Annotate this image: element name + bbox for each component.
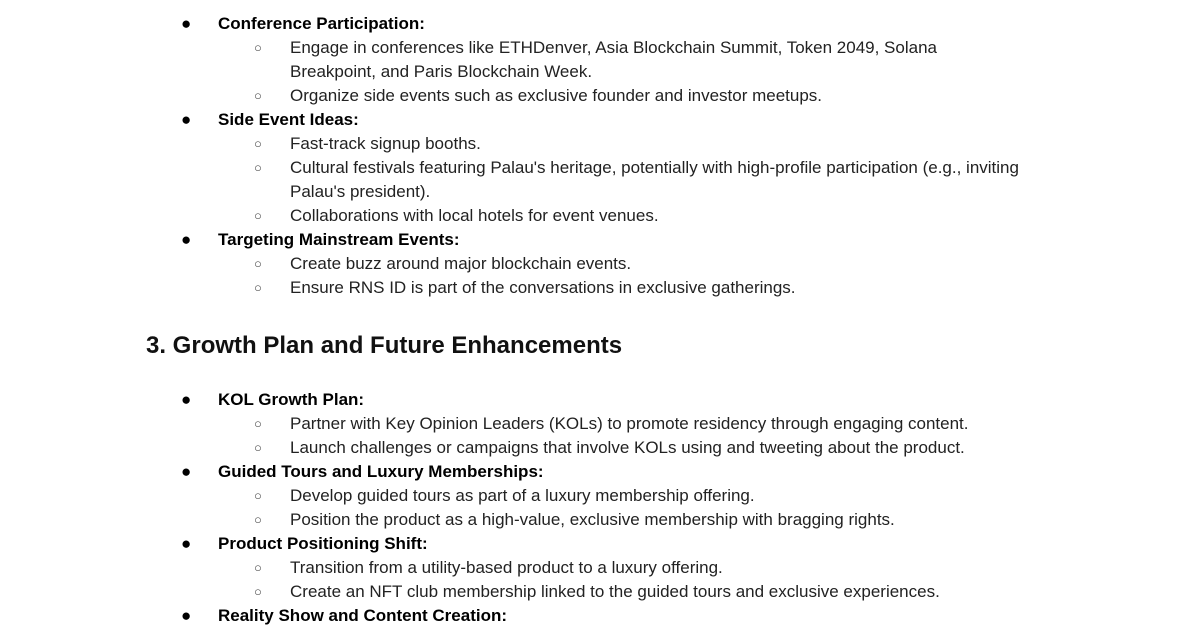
list-item-guided-tours: ● Guided Tours and Luxury Memberships: ○ Develop guided tours as part of a luxury membership offering. ○ Position the product as a high-value, exclusive membership with bragging rights. — [0, 460, 1200, 532]
sub-list-item: ○ Transition from a utility-based product to a luxury offering. — [254, 558, 723, 577]
list-item-kol-growth-plan: ● KOL Growth Plan: ○ Partner with Key Opinion Leaders (KOLs) to promote residency through engaging content. ○ Launch challenges or campaigns that involve KOLs using and tweeting about the product. — [0, 388, 1200, 460]
sub-list-item-text: Partner with Key Opinion Leaders (KOLs) to promote residency through engaging content. — [290, 414, 969, 433]
list-item-product-positioning-shift: ● Product Positioning Shift: ○ Transition from a utility-based product to a luxury offering. ○ Create an NFT club membership linked to the guided tours and exclusive experiences. — [0, 532, 1200, 604]
sub-list-item-text: Launch challenges or campaigns that involve KOLs using and tweeting about the product. — [290, 438, 965, 457]
sub-list-item: ○ Create buzz around major blockchain events. — [254, 254, 632, 273]
sub-list — [218, 412, 1200, 460]
sub-list-item-text: Engage in conferences like ETHDenver, Asia Blockchain Summit, Token 2049, Solana Breakpoint, and Paris Blockchain Week. — [290, 38, 937, 81]
sub-list — [218, 484, 1200, 532]
bullet-list-growth-plan — [0, 388, 1200, 628]
sub-list-item: ○ Position the product as a high-value, exclusive membership with bragging rights. — [254, 510, 895, 529]
list-item-label: KOL Growth Plan: — [218, 390, 365, 409]
sub-list-item: ○ Cultural festivals featuring Palau's heritage, potentially with high-profile participation (e.g., inviting Palau's president). — [254, 158, 1019, 201]
list-item-side-event-ideas: ● Side Event Ideas: ○ Fast-track signup booths. ○ Cultural festivals featuring Palau's heritage, potentially with high-profile participation (e.g., inviting Palau's president). ○ Collaborations with local hotels for event venues. — [0, 108, 1200, 228]
list-item-reality-show: ● Reality Show and Content Creation: — [181, 606, 508, 625]
sub-list-item: ○ Create an NFT club membership linked to the guided tours and exclusive experiences. — [254, 582, 940, 601]
sub-list-item-text: Fast-track signup booths. — [290, 134, 481, 153]
sub-list-item: ○ Partner with Key Opinion Leaders (KOLs) to promote residency through engaging content. — [254, 414, 969, 433]
section-heading: 3. Growth Plan and Future Enhancements — [146, 332, 623, 359]
sub-list-item-text: Collaborations with local hotels for event venues. — [290, 206, 659, 225]
list-item-targeting-mainstream-events: ● Targeting Mainstream Events: ○ Create buzz around major blockchain events. ○ Ensure RNS ID is part of the conversations in exclusive gatherings. — [0, 228, 1200, 300]
sub-list-item: ○ Develop guided tours as part of a luxury membership offering. — [254, 486, 755, 505]
sub-list-item-text: Create buzz around major blockchain events. — [290, 254, 632, 273]
list-item-label: Guided Tours and Luxury Memberships: — [218, 462, 544, 481]
bullet-list-events — [0, 12, 1200, 300]
list-item-label: Conference Participation: — [218, 14, 425, 33]
sub-list-item: ○ Fast-track signup booths. — [254, 134, 481, 153]
list-item-label: Product Positioning Shift: — [218, 534, 428, 553]
sub-list-item: ○ Ensure RNS ID is part of the conversations in exclusive gatherings. — [254, 278, 796, 297]
sub-list-item: ○ Engage in conferences like ETHDenver, Asia Blockchain Summit, Token 2049, Solana Breakpoint, and Paris Blockchain Week. — [254, 38, 937, 81]
sub-list — [218, 36, 1200, 108]
sub-list — [218, 252, 1200, 300]
sub-list-item: ○ Collaborations with local hotels for event venues. — [254, 206, 659, 225]
sub-list-item-text: Cultural festivals featuring Palau's heritage, potentially with high-profile participation (e.g., inviting Palau's president). — [290, 158, 1019, 201]
sub-list-item: ○ Launch challenges or campaigns that involve KOLs using and tweeting about the product. — [254, 438, 965, 457]
list-item-label: Reality Show and Content Creation: — [218, 606, 508, 625]
sub-list-item-text: Create an NFT club membership linked to the guided tours and exclusive experiences. — [290, 582, 940, 601]
sub-list-item-text: Position the product as a high-value, exclusive membership with bragging rights. — [290, 510, 895, 529]
sub-list-item-text: Ensure RNS ID is part of the conversations in exclusive gatherings. — [290, 278, 796, 297]
list-item-label: Side Event Ideas: — [218, 110, 359, 129]
sub-list-item-text: Organize side events such as exclusive founder and investor meetups. — [290, 86, 823, 105]
sub-list-item-text: Transition from a utility-based product to a luxury offering. — [290, 558, 723, 577]
list-item-conference-participation: ● Conference Participation: ○ Engage in conferences like ETHDenver, Asia Blockchain Summit, Token 2049, Solana Breakpoint, and Paris Blockchain Week. ○ Organize side events such as exclusive founder and investor meetups. — [0, 12, 1200, 108]
sub-list — [218, 556, 1200, 604]
sub-list — [218, 132, 1200, 228]
list-item-label: Targeting Mainstream Events: — [218, 230, 460, 249]
sub-list-item-text: Develop guided tours as part of a luxury membership offering. — [290, 486, 755, 505]
sub-list-item: ○ Organize side events such as exclusive founder and investor meetups. — [254, 86, 823, 105]
